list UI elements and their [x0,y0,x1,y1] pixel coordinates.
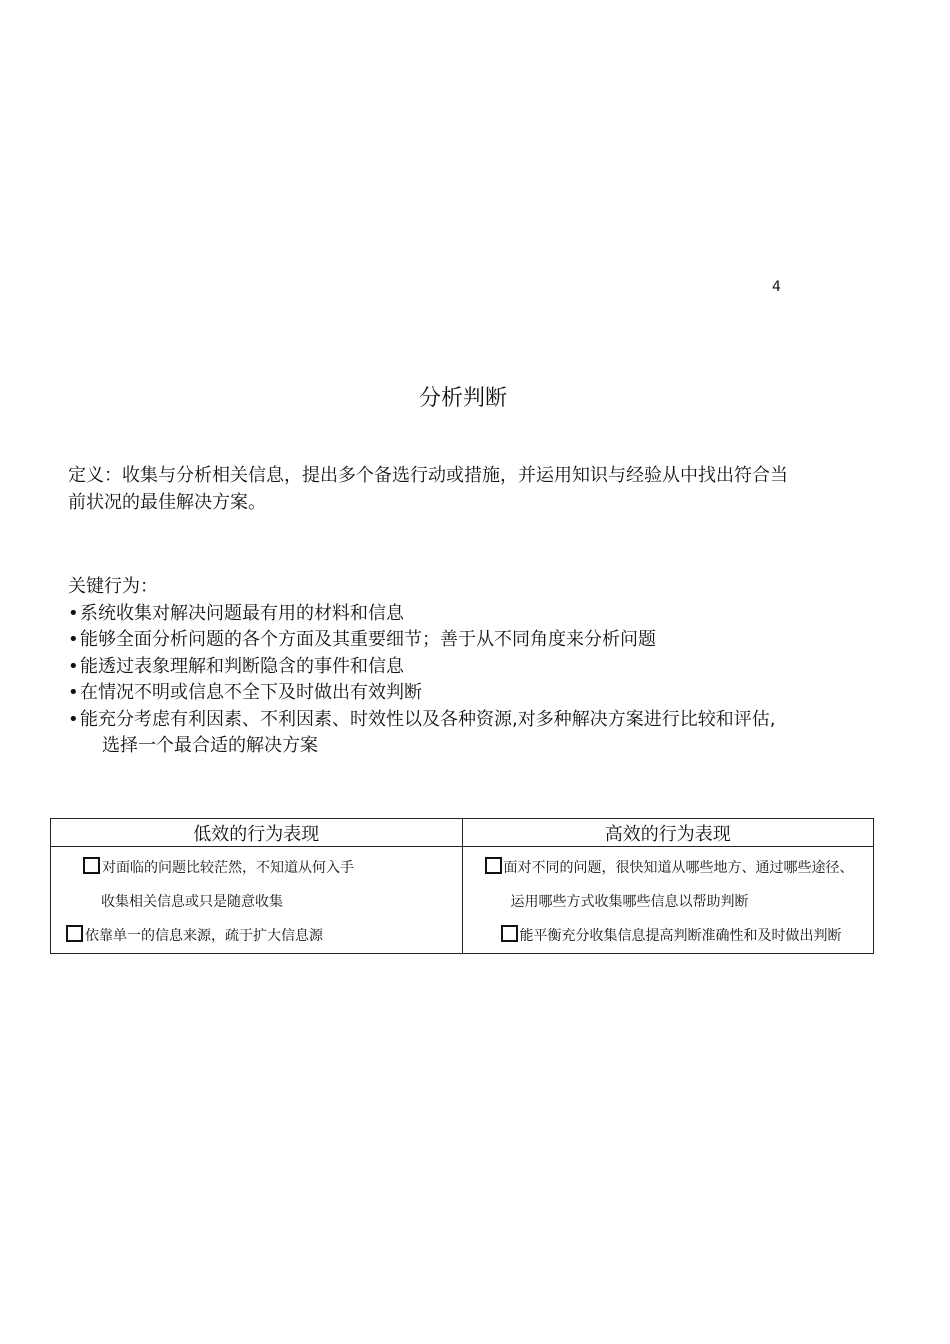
list-item-continuation: 选择一个最合适的解决方案 [102,735,318,756]
low-item-2-text: 依靠单一的信息来源，疏于扩大信息源 [85,928,323,944]
list-item-text: 能透过表象理解和判断隐含的事件和信息 [80,655,404,677]
low-item-1 [51,851,462,885]
list-item [68,627,886,654]
behavior-comparison-table [50,818,874,954]
list-item-text: 能够全面分析问题的各个方面及其重要细节；善于从不同角度来分析问题 [80,629,656,650]
checkbox-icon [485,857,502,874]
high-efficiency-cell [462,847,874,954]
low-item-1-continuation: 收集相关信息或只是随意收集 [101,894,283,910]
list-item [68,707,886,760]
key-behaviors-heading: 关键行为： [68,576,158,597]
page-title: 分析判断 [418,386,507,411]
list-item-text: 系统收集对解决问题最有用的材料和信息 [80,602,404,624]
list-item [68,654,886,681]
low-efficiency-cell [51,847,463,954]
definition-paragraph [68,462,886,516]
low-item-1-text: 对面临的问题比较茫然，不知道从何入手 [102,860,354,876]
list-item-text: 能充分考虑有利因素、不利因素、时效性以及各种资源,对多种解决方案进行比较和评估, [80,708,776,730]
list-item [68,601,886,628]
checkbox-icon [501,925,518,942]
table-header-row [51,819,874,847]
key-behaviors-list [68,601,886,760]
bullet-marker: • [68,655,79,677]
table-row [51,847,874,954]
definition-line-2: 前状况的最佳解决方案。 [68,492,266,513]
checkbox-icon [66,925,83,942]
high-item-1-continuation: 运用哪些方式收集哪些信息以帮助判断 [510,894,749,910]
low-item-2 [51,919,462,953]
bullet-marker: • [68,708,79,730]
high-item-2-text: 能平衡充分收集信息提高判断准确性和及时做出判断 [519,928,842,944]
high-item-1-text: 面对不同的问题，很快知道从哪些地方、通过哪些途径、 [503,860,854,876]
high-item-2 [463,919,874,953]
high-item-1 [463,851,874,885]
low-efficiency-header: 低效的行为表现 [51,819,463,847]
bullet-marker: • [68,629,79,650]
checkbox-icon [83,857,100,874]
page-number: 4 [772,279,781,295]
bullet-marker: • [68,682,79,703]
list-item [68,680,886,707]
key-behaviors-section [68,574,886,760]
bullet-marker: • [68,602,79,624]
high-efficiency-header: 高效的行为表现 [462,819,874,847]
list-item-text: 在情况不明或信息不全下及时做出有效判断 [80,682,422,703]
definition-line-1: 定义：收集与分析相关信息，提出多个备选行动或措施，并运用知识与经验从中找出符合当 [68,465,788,486]
